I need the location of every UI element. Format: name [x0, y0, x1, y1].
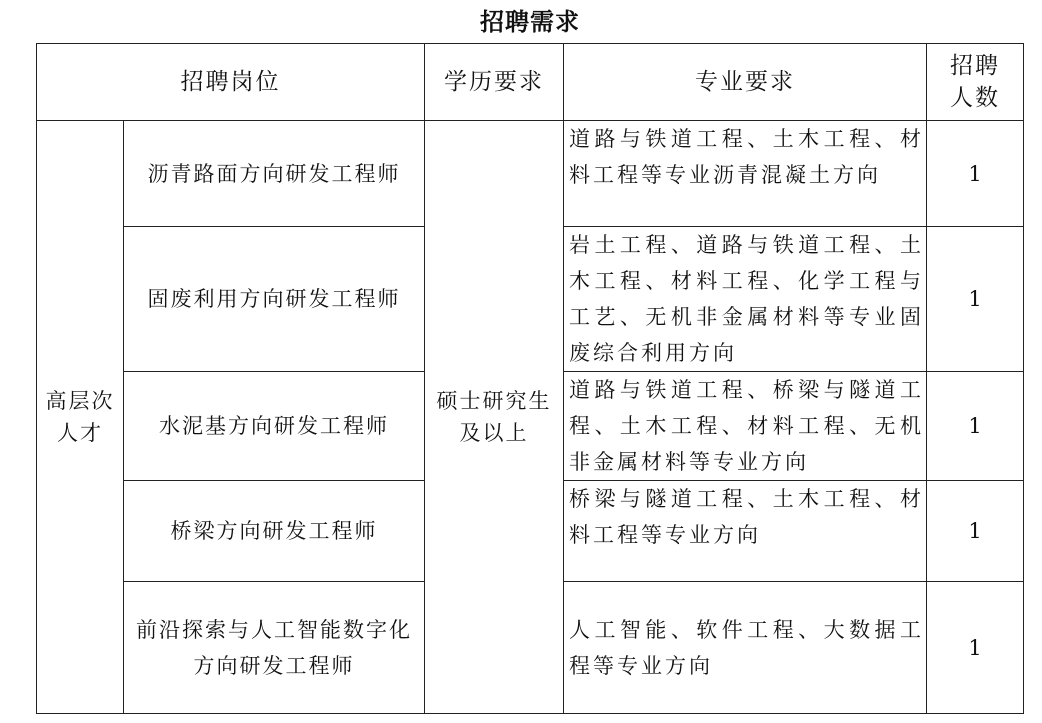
recruitment-table [36, 43, 1024, 714]
header-major: 专业要求 [564, 44, 927, 121]
major-cell: 桥梁与隧道工程、土木工程、材料工程等专业方向 [564, 481, 927, 582]
category-cell [37, 121, 124, 714]
category-line2: 人才 [57, 421, 103, 445]
page-title: 招聘需求 [480, 7, 580, 36]
education-line2: 及以上 [459, 421, 529, 445]
major-cell: 岩土工程、道路与铁道工程、土木工程、材料工程、化学工程与工艺、无机非金属材料等专业固废综合利用方向 [564, 227, 927, 372]
major-cell: 道路与铁道工程、土木工程、材料工程等专业沥青混凝土方向 [564, 121, 927, 227]
position-cell: 沥青路面方向研发工程师 [124, 121, 425, 227]
education-cell [425, 121, 564, 714]
table-header-row [37, 44, 1024, 121]
header-position: 招聘岗位 [37, 44, 425, 121]
education-line1: 硕士研究生 [436, 389, 552, 413]
table-row [37, 121, 1024, 227]
count-cell: 1 [927, 121, 1024, 227]
count-cell: 1 [927, 372, 1024, 481]
count-cell: 1 [927, 582, 1024, 714]
count-cell: 1 [927, 227, 1024, 372]
header-count-line2: 人数 [950, 85, 1000, 111]
header-count [927, 44, 1024, 121]
header-education: 学历要求 [425, 44, 564, 121]
position-cell: 前沿探索与人工智能数字化方向研发工程师 [124, 582, 425, 714]
major-cell: 道路与铁道工程、桥梁与隧道工程、土木工程、材料工程、无机非金属材料等专业方向 [564, 372, 927, 481]
position-cell: 水泥基方向研发工程师 [124, 372, 425, 481]
position-cell: 固废利用方向研发工程师 [124, 227, 425, 372]
count-cell: 1 [927, 481, 1024, 582]
major-cell: 人工智能、软件工程、大数据工程等专业方向 [564, 582, 927, 714]
position-cell: 桥梁方向研发工程师 [124, 481, 425, 582]
category-line1: 高层次 [45, 389, 115, 413]
header-count-line1: 招聘 [950, 53, 1000, 79]
